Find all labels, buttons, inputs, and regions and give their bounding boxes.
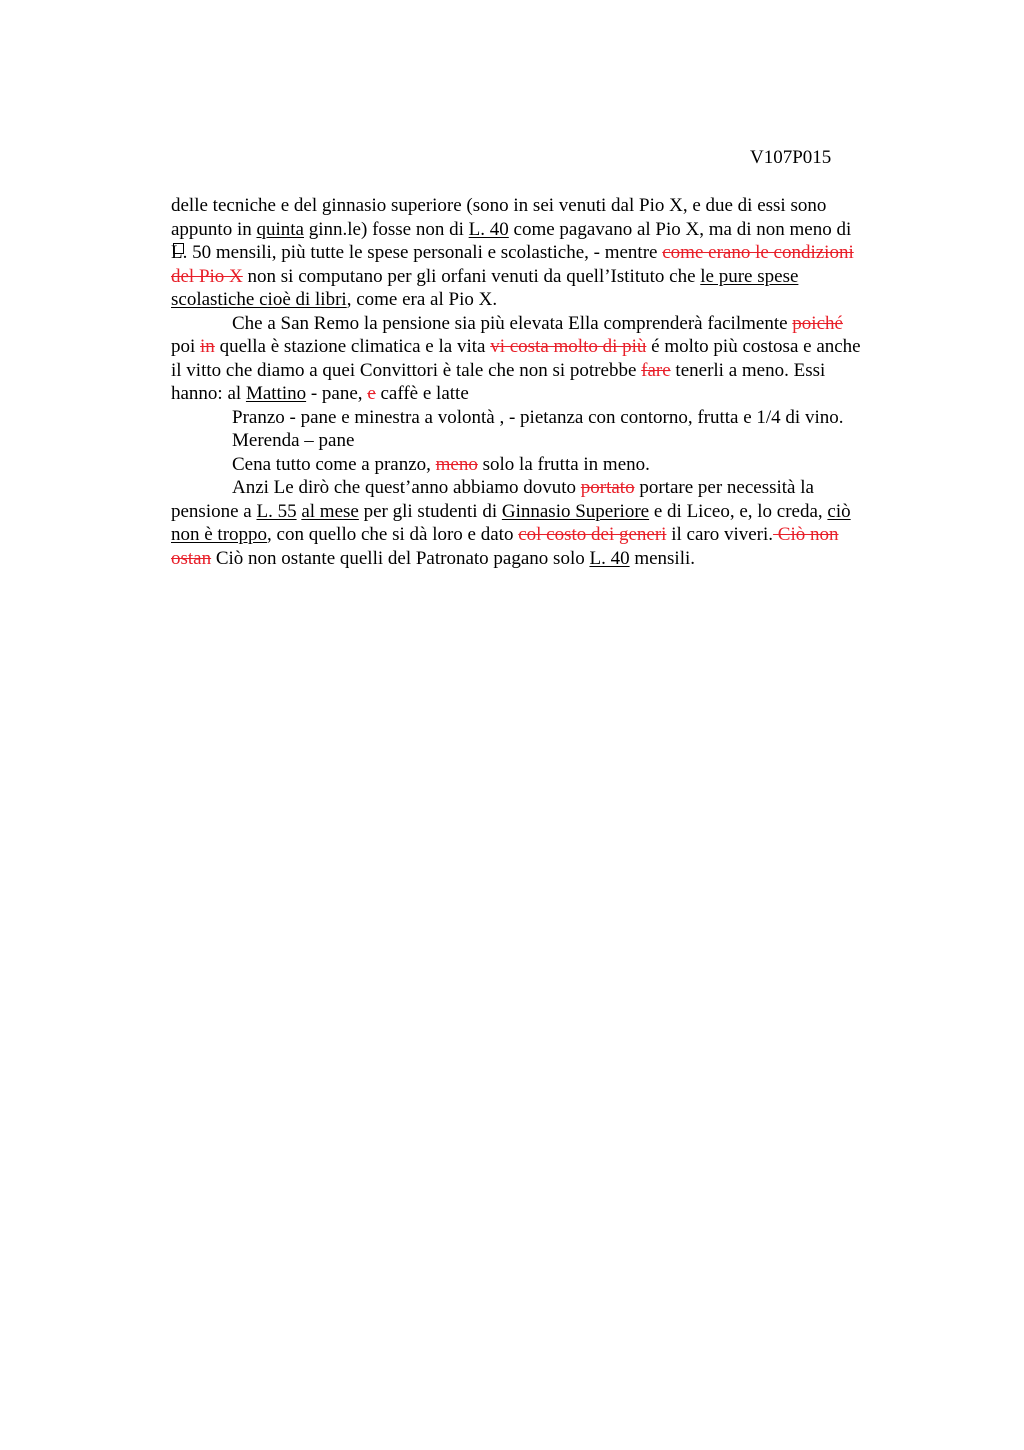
deleted-text: col costo dei generi	[518, 524, 667, 545]
text-line	[171, 429, 931, 453]
underlined-text: le pure spese	[700, 265, 799, 287]
text-line	[171, 194, 931, 218]
text-segment: pensione a	[171, 500, 257, 522]
deleted-text: poiché	[792, 312, 843, 334]
text-segment: poi	[171, 336, 201, 357]
text-segment: mensili.	[629, 547, 696, 569]
underlined-text: quinta	[256, 218, 304, 240]
text-segment: non si computano per gli orfani venuti da quell’Istituto che	[242, 265, 701, 287]
deleted-text: come erano le condizioni	[662, 242, 854, 263]
text-line	[171, 453, 931, 477]
deleted-text: in	[200, 336, 215, 357]
underlined-text: non è troppo	[171, 524, 268, 545]
text-line	[171, 523, 931, 547]
deleted-text: vi costa molto di più	[490, 336, 647, 357]
deleted-text: portato	[580, 477, 635, 498]
text-segment: Cena tutto come a pranzo,	[232, 453, 436, 475]
text-segment: Anzi Le dirò che quest’anno abbiamo dovuto	[232, 477, 581, 498]
text-line	[171, 218, 931, 242]
deleted-text: ostan	[171, 547, 212, 569]
checkbox-icon	[173, 243, 184, 254]
text-segment: portare per necessità la	[634, 477, 814, 498]
underlined-text: Ginnasio Superiore	[501, 500, 650, 522]
text-segment: il vitto che diamo a quei Convittori è tale che non si potrebbe	[171, 359, 642, 381]
underlined-text: Mattino	[245, 383, 307, 404]
text-segment: Che a San Remo la pensione sia più elevata Ella comprenderà facilmente	[232, 312, 793, 334]
text-segment: Pranzo - pane e minestra a volontà , - pietanza con contorno, frutta e 1/4 di vino.	[232, 406, 844, 428]
text-segment: solo la frutta in meno.	[477, 453, 650, 475]
text-line	[171, 312, 931, 336]
deleted-text: fare	[641, 359, 671, 381]
deleted-text: del Pio X	[171, 265, 243, 287]
underlined-text: L. 40	[589, 547, 630, 569]
text-line	[171, 265, 931, 289]
text-segment: ginn.le) fosse non di	[304, 218, 469, 240]
text-line	[171, 359, 931, 383]
page-id: V107P015	[750, 147, 832, 168]
deleted-text: e	[367, 383, 376, 404]
text-line	[171, 241, 931, 265]
text-segment: é molto più costosa e anche	[646, 336, 861, 357]
text-segment: delle tecniche e del ginnasio superiore (sono in sei venuti dal Pio X, e due di essi sono	[171, 195, 827, 216]
underlined-text: L. 40	[468, 218, 509, 240]
text-line	[171, 500, 931, 524]
text-line	[171, 288, 931, 312]
underlined-text: scolastiche cioè di libri	[171, 289, 347, 310]
text-line	[171, 476, 931, 500]
text-segment: hanno: al	[171, 383, 246, 404]
text-segment: il caro viveri.	[666, 524, 774, 545]
text-segment: Merenda – pane	[232, 430, 355, 451]
deleted-text: meno	[435, 453, 478, 475]
text-segment: - pane,	[306, 383, 368, 404]
text-line	[171, 406, 931, 430]
text-segment: tenerli a meno. Essi	[670, 359, 826, 381]
underlined-text: L. 55	[256, 500, 297, 522]
text-segment: appunto in	[171, 218, 257, 240]
text-segment: Ciò non ostante quelli del Patronato pagano solo	[211, 547, 590, 569]
text-line	[171, 335, 931, 359]
text-line	[171, 547, 931, 571]
text-segment: per gli studenti di	[358, 500, 502, 522]
text-segment: come pagavano al Pio X, ma di non meno di	[508, 218, 852, 240]
text-segment: e di Liceo, e, lo creda,	[649, 500, 828, 522]
text-segment: , come era al Pio X.	[346, 289, 498, 310]
text-segment: L. 50 mensili, più tutte le spese personali e scolastiche, - mentre	[171, 242, 663, 263]
underlined-text: al mese	[301, 500, 359, 522]
text-segment: quella è stazione climatica e la vita	[214, 336, 491, 357]
letter-body	[171, 194, 931, 570]
text-segment: , con quello che si dà loro e dato	[267, 524, 519, 545]
underlined-text: ciò	[827, 500, 851, 522]
deleted-text: Ciò non	[773, 524, 839, 545]
text-segment: caffè e latte	[375, 383, 469, 404]
text-line	[171, 382, 931, 406]
